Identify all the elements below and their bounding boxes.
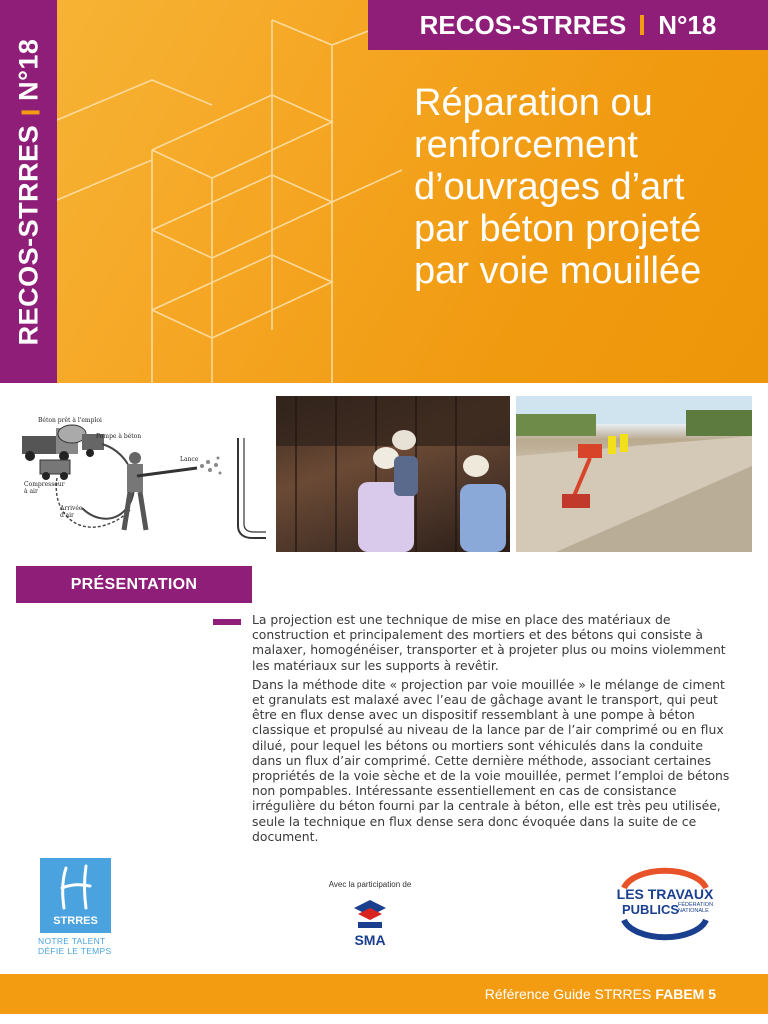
top-issue-number: N°18 [658, 9, 717, 40]
travaux-publics-line2: PUBLICS [622, 902, 680, 917]
travaux-publics-line1: LES TRAVAUX [616, 886, 714, 902]
label-beton-pret: Béton prêt à l'emploi [38, 417, 102, 424]
sma-logo-text: SMA [354, 932, 386, 948]
paragraph-marker [213, 619, 241, 625]
side-series-name: RECOS-STRRES [13, 124, 43, 345]
strres-h-icon [40, 858, 111, 918]
body-paragraph: La projection est une technique de mise en place des matériaux de construction et principalement des mortiers et des bétons qui consiste à malaxer, homogénéiser, transporter et à projeter plus ou moins violemment les matériaux sur les supports à revêtir. [252, 612, 726, 673]
partner-label: Avec la participation de [328, 880, 412, 889]
photo-workers-tunnel [276, 396, 510, 552]
wall-section [238, 438, 266, 538]
footer-reference-guide: FABEM 5 [655, 986, 716, 1002]
page-title: Réparation ou renforcement d’ouvrages d’art par béton projeté par voie mouillée [414, 82, 702, 292]
label-compresseur: Compresseur à air [24, 481, 65, 495]
body-paragraph: Dans la méthode dite « projection par voie mouillée » le mélange de ciment et granulats est malaxé avec l’eau de gâchage avant le transport, qui peut être en flux dense avec un dispositif ressemblant à une pompe à béton classique et propulsé au niveau de la lance par de l’air comprimé ou en flux dilué, pour lequel les bétons ou mortiers sont véhiculés dans la conduite dans un flux d’air comprimé. Cette dernière méthode, associant certaines propriétés de la voie sèche et de la voie mouillée, permet l’emploi de bétons non pompables. Intéressante essentiellement en cas de consistance irrégulière du béton fourni par la centrale à béton, elle est très peu utilisée, seule la technique en flux dense sera donc évoquée dans la suite de ce document. [252, 676, 730, 844]
top-series-name: RECOS-STRRES [419, 9, 627, 40]
strres-tagline: NOTRE TALENT DÉFIE LE TEMPS [38, 936, 112, 956]
side-series-bar [0, 0, 57, 383]
cover-hero [0, 0, 768, 383]
strres-logo-text: STRRES [53, 915, 98, 927]
wall-section-inner [244, 438, 266, 532]
spray-illustration [200, 457, 222, 475]
worker-illustration [124, 452, 197, 530]
label-pompe: Pompe à béton [96, 433, 142, 440]
photo-workers-tunnel-graphic [276, 396, 510, 552]
side-series-label [13, 38, 44, 345]
sma-emblem-icon [344, 898, 396, 932]
footer-reference [485, 974, 716, 1014]
top-series-bar [368, 0, 768, 50]
photo-site-spraying [516, 396, 752, 552]
travaux-publics-line3: FÉDÉRATION NATIONALE [678, 902, 714, 914]
air-hose [56, 478, 130, 527]
compressor-illustration [40, 460, 70, 480]
truck-illustration [22, 425, 104, 461]
label-arrivee: Arrivée d'air [60, 505, 83, 519]
side-separator [21, 110, 39, 114]
sma-logo [344, 898, 396, 954]
footer-reference-prefix: Référence Guide STRRES [484, 986, 652, 1002]
photo-site-spraying-graphic [516, 396, 752, 552]
footer-bar [0, 974, 768, 1014]
spraying-process-diagram [12, 398, 268, 551]
presentation-body [252, 612, 732, 848]
label-lance: Lance [180, 456, 199, 463]
section-header-presentation: PRÉSENTATION [16, 566, 252, 603]
side-issue-number: N°18 [13, 38, 43, 101]
travaux-publics-logo [612, 864, 718, 944]
strres-logo [40, 858, 111, 933]
top-separator [640, 15, 644, 35]
